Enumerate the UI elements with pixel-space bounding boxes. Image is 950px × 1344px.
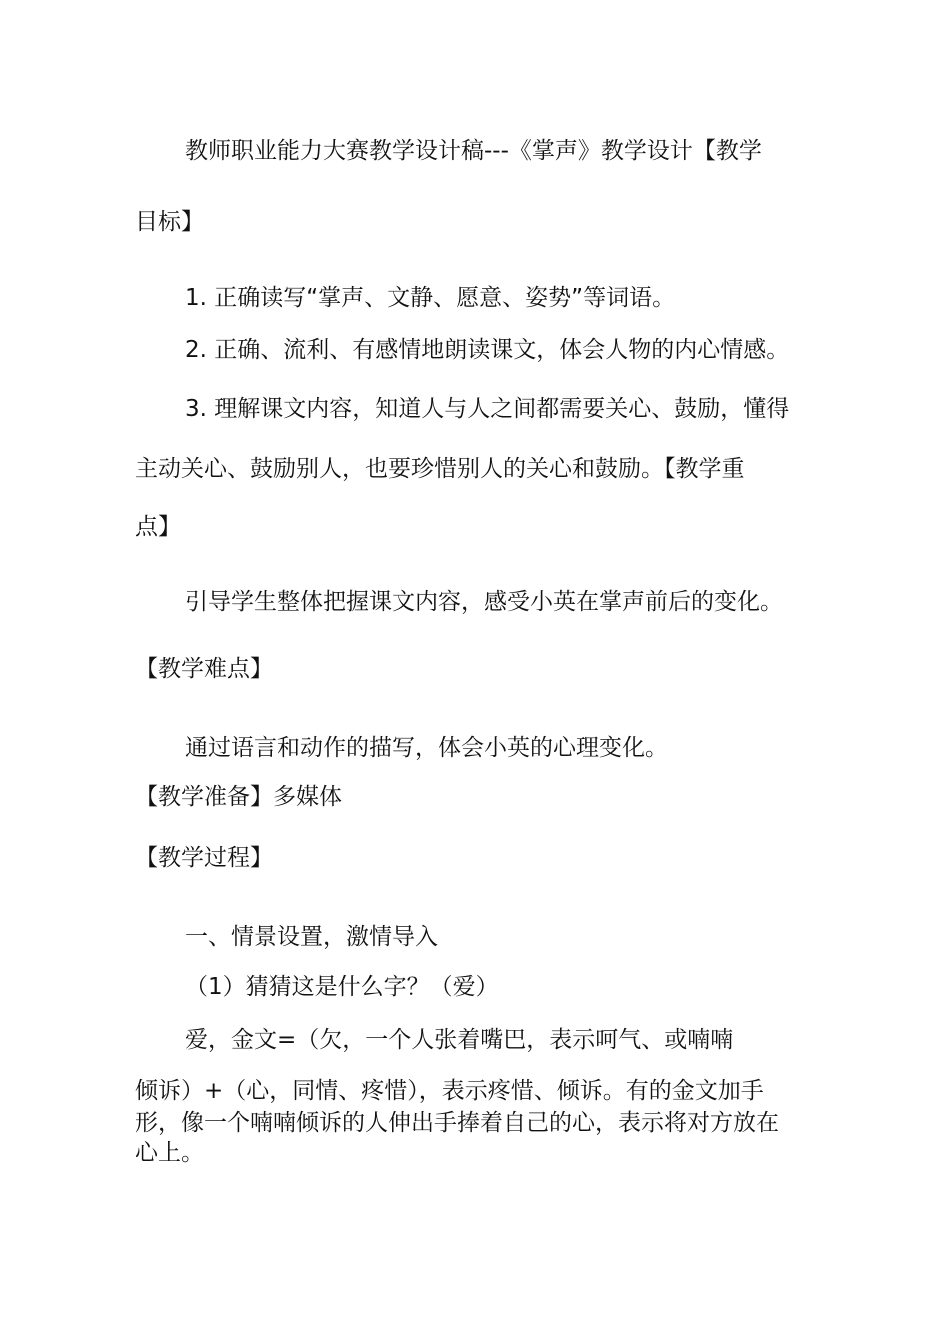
objective-item-3-line-3: 点】 bbox=[135, 514, 181, 540]
objective-item-3-line-2: 主动关心、鼓励别人，也要珍惜别人的关心和鼓励。【教学重 bbox=[135, 456, 745, 482]
difficulty-heading: 【教学难点】 bbox=[135, 656, 273, 682]
process-heading: 【教学过程】 bbox=[135, 845, 273, 871]
paragraph-line-2: 倾诉）+（心，同情、疼惜），表示疼惜、倾诉。有的金文加手 bbox=[135, 1078, 764, 1104]
objective-item-2: 2. 正确、流利、有感情地朗读课文，体会人物的内心情感。 bbox=[185, 337, 790, 363]
process-step-1: 一、情景设置，激情导入 bbox=[185, 924, 438, 950]
title-line-2: 目标】 bbox=[135, 209, 204, 235]
paragraph-line-4: 心上。 bbox=[135, 1140, 204, 1166]
paragraph-line-1: 爱，金文=（欠，一个人张着嘴巴，表示呵气、或喃喃 bbox=[185, 1027, 734, 1053]
preparation-line: 【教学准备】多媒体 bbox=[135, 784, 342, 810]
paragraph-line-3: 形，像一个喃喃倾诉的人伸出手捧着自己的心，表示将对方放在 bbox=[135, 1110, 779, 1136]
objective-item-1: 1. 正确读写“掌声、文静、愿意、姿势”等词语。 bbox=[185, 285, 676, 311]
title-line-1: 教师职业能力大赛教学设计稿---《掌声》教学设计【教学 bbox=[185, 138, 762, 164]
difficulty-text: 通过语言和动作的描写，体会小英的心理变化。 bbox=[185, 735, 668, 761]
key-point-text: 引导学生整体把握课文内容，感受小英在掌声前后的变化。 bbox=[185, 589, 783, 615]
process-question-1: （1）猜猜这是什么字？（爱） bbox=[185, 974, 499, 1000]
objective-item-3-line-1: 3. 理解课文内容，知道人与人之间都需要关心、鼓励，懂得 bbox=[185, 396, 790, 422]
